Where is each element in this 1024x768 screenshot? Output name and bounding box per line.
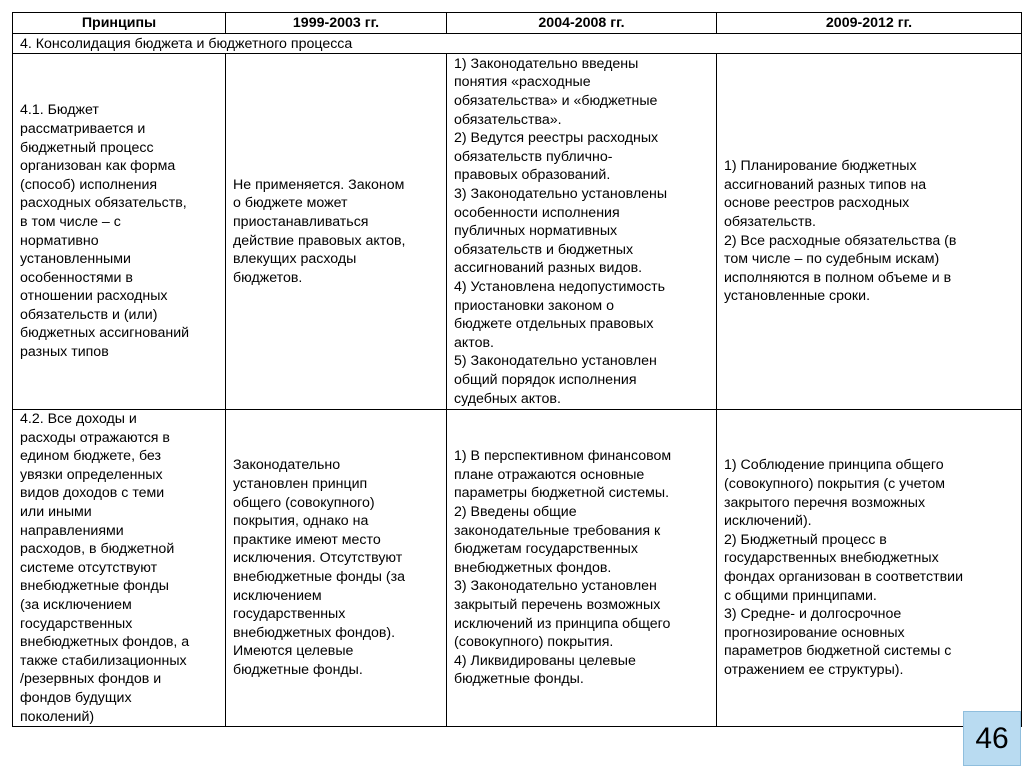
header-period-1999-2003: 1999-2003 гг. (226, 13, 447, 34)
header-principles: Принципы (13, 13, 226, 34)
section-title: 4. Консолидация бюджета и бюджетного процесса (13, 34, 1022, 54)
period-2004-text: 1) Законодательно введены понятия «расходные обязательства» и «бюджетные обязательства». 2) Ведутся реестры расходных обязательств публично- правовых образований. 3) Законодательно установлены особенности исполнения публичных нормативных обязательств и бюджетных ассигнований разных видов. 4) Установлена недопустимость приостановки законом о бюджете отдельных правовых актов. 5) Законодательно установлен общий порядок исполнения судебных актов. (454, 55, 668, 407)
principle-cell (13, 54, 226, 410)
period-2009-text: 1) Соблюдение принципа общего (совокупного) покрытия (с учетом закрытого перечня возможных исключений). 2) Бюджетный процесс в государственных внебюджетных фондах организован в соответствии с общими принципами. 3) Средне- и долгосрочное прогнозирование основных параметров бюджетной системы с отражением ее структуры). (724, 457, 963, 679)
table-row (13, 410, 1022, 727)
principle-text: 4.1. Бюджет рассматривается и бюджетный процесс организован как форма (способ) исполнения расходных обязательств, в том числе – с нормативно установленными особенностями в отношении расходных обязательств и (или) бюджетных ассигнований разных типов (20, 102, 190, 361)
section-row (13, 34, 1022, 54)
period-1999-cell (226, 410, 447, 727)
table-row (13, 54, 1022, 410)
period-2004-cell (447, 410, 717, 727)
period-1999-cell (226, 54, 447, 410)
period-1999-text: Законодательно установлен принцип общего (совокупного) покрытия, однако на практике имеют место исключения. Отсутствуют внебюджетные фонды (за исключением государственных внебюджетных фондов). Имеются целевые бюджетные фонды. (233, 457, 406, 679)
slide-number: 46 (963, 711, 1021, 766)
header-period-2009-2012: 2009-2012 гг. (717, 13, 1022, 34)
period-2004-cell (447, 54, 717, 410)
period-2004-text: 1) В перспективном финансовом плане отражаются основные параметры бюджетной системы. 2) Введены общие законодательные требования к бюджетам государственных внебюджетных фондов. 3) Законодательно установлен закрытый перечень возможных исключений из принципа общего (совокупного) покрытия. 4) Ликвидированы целевые бюджетные фонды. (454, 448, 672, 688)
principles-table (12, 12, 1022, 727)
period-2009-cell (717, 410, 1022, 727)
period-1999-text: Не применяется. Законом о бюджете может приостанавливаться действие правовых актов, влекущих расходы бюджетов. (233, 176, 406, 286)
principle-cell (13, 410, 226, 727)
period-2009-text: 1) Планирование бюджетных ассигнований разных типов на основе реестров расходных обязательств. 2) Все расходные обязательства (в том числе – по судебным искам) исполняются в полном объеме и в установленные сроки. (724, 158, 957, 305)
header-row (13, 13, 1022, 34)
period-2009-cell (717, 54, 1022, 410)
principle-text: 4.2. Все доходы и расходы отражаются в едином бюджете, без увязки определенных видов доходов с теми или иными направлениями расходов, в бюджетной системе отсутствуют внебюджетные фонды (за исключением государственных внебюджетных фондов, а также стабилизационных /резервных фондов и фондов будущих поколений) (20, 411, 190, 725)
header-period-2004-2008: 2004-2008 гг. (447, 13, 717, 34)
